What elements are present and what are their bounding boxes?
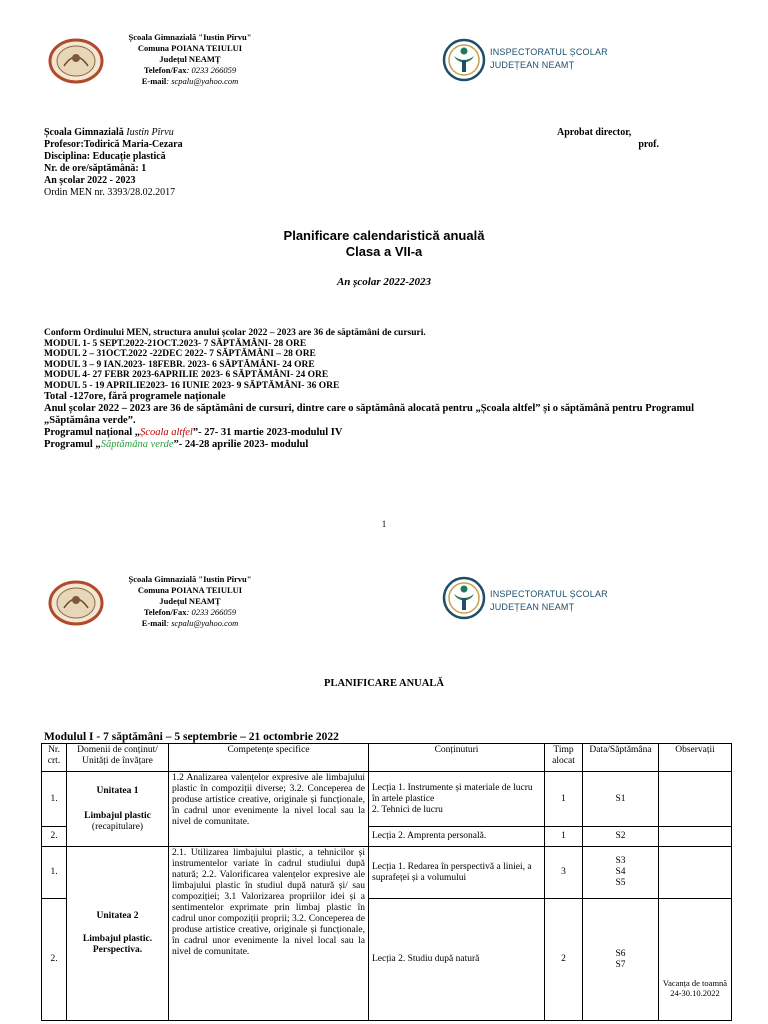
header-time: Timp alocat xyxy=(545,744,583,772)
table-row xyxy=(42,772,732,827)
meta-hours: Nr. de ore/săptămână: 1 xyxy=(44,163,147,174)
school-phone: Telefon/Fax: 0233 266059 xyxy=(143,607,237,617)
module-2: MODUL 2 – 31OCT.2022 -22DEC 2022- 7 SĂPTĂMÂNI – 28 ORE xyxy=(44,349,316,359)
row-content: Lecția 1. Instrumente și materiale de lucru în artele plastice 2. Tehnici de lucru xyxy=(369,772,545,827)
table-header-row xyxy=(42,744,732,772)
school-email: E-mail: scpalu@yahoo.com xyxy=(141,76,239,86)
row-obs xyxy=(659,827,732,847)
document-meta xyxy=(44,127,183,199)
approval-label: Aprobat director, xyxy=(557,127,632,138)
letterhead-top xyxy=(0,30,768,110)
row-nr: 1. xyxy=(42,847,67,899)
module-heading: Modulul I - 7 săptămâni – 5 septembrie – 21 octombrie 2022 xyxy=(44,731,339,743)
modules-intro: Conform Ordinului MEN, structura anului școlar 2022 – 2023 are 36 de săptămâni de cursuri. xyxy=(44,328,426,338)
modules-total: Total -127ore, fără programele naționale xyxy=(44,391,226,402)
module-4: MODUL 4- 27 FEBR 2023-6APRILIE 2023- 6 SĂPTĂMÂNI- 24 ORE xyxy=(44,370,329,380)
inspectorate-name: INSPECTORATUL ȘCOLAR JUDEȚEAN NEAMȚ xyxy=(490,589,608,612)
annual-plan-title: PLANIFICARE ANUALĂ xyxy=(324,678,444,689)
school-email: E-mail: scpalu@yahoo.com xyxy=(141,618,239,628)
meta-teacher: Profesor:Todirică Maria-Cezara xyxy=(44,139,183,150)
program-saptamana-verde: Programul „Săptămâna verde”- 24-28 aprilie 2023- modulul xyxy=(44,439,309,450)
row-time: 1 xyxy=(545,772,583,827)
year-note: Anul școlar 2022 – 2023 are 36 de săptămâni de cursuri, dintre care o săptămână alocată pentru „Școala altfel” și o săptămână pentru Programul „Săptămâna verde”. xyxy=(44,403,695,426)
school-phone: Telefon/Fax: 0233 266059 xyxy=(143,65,237,75)
row-week: S3 S4 S5 xyxy=(583,847,659,899)
letterhead-second-page xyxy=(0,572,768,652)
school-county: Județul NEAMȚ xyxy=(159,596,221,606)
header-obs: Observații xyxy=(659,744,732,772)
school-contact-info xyxy=(110,574,270,629)
header-week: Data/Săptămâna xyxy=(583,744,659,772)
school-contact-info xyxy=(110,32,270,87)
row-obs xyxy=(659,772,732,827)
row-content: Lecția 1. Redarea în perspectivă a liniei, a suprafeței și a volumului xyxy=(369,847,545,899)
row-time: 3 xyxy=(545,847,583,899)
row-nr: 2. xyxy=(42,899,67,1021)
header-competences: Competențe specifice xyxy=(169,744,369,772)
unit-2-competences: 2.1. Utilizarea limbajului plastic, a tehnicilor și instrumentelor variate în cadrul studiului după natură; 2.2. Valorificarea valențelor expresive ale limbajului plastic în studiul după natură și/ sau compoziției; 3.1 Valorizarea propriilor idei și a sentimentelor exprimate prin limbaj plastic în cadrul unor compoziții proprii; 3.2. Conceperea de produse artistice creative, originale și funcționale, în cadrul unor evenimente la nivel local sau la nivel de comunitate. xyxy=(169,847,369,1021)
row-obs xyxy=(659,847,732,899)
module-1: MODUL 1- 5 SEPT.2022-21OCT.2023- 7 SĂPTĂMÂNI- 28 ORE xyxy=(44,338,307,349)
school-name: Școala Gimnazială "Iustin Pîrvu" xyxy=(128,574,252,584)
meta-discipline: Disciplina: Educație plastică xyxy=(44,151,166,162)
row-time: 1 xyxy=(545,827,583,847)
row-time: 2 xyxy=(545,899,583,1021)
header-nr: Nr. crt. xyxy=(42,744,67,772)
school-commune: Comuna POIANA TEIULUI xyxy=(137,43,243,53)
inspectorate-name: INSPECTORATUL ȘCOLAR JUDEȚEAN NEAMȚ xyxy=(490,47,608,70)
module-3: MODUL 3 – 9 IAN.2023- 18FEBR. 2023- 6 SĂPTĂMÂNI- 24 ORE xyxy=(44,359,315,370)
school-name: Școala Gimnazială "Iustin Pîrvu" xyxy=(128,32,252,42)
unit-1-cell: Unitatea 1 Limbajul plastic (recapitulare) xyxy=(67,772,169,847)
unit-2-cell: Unitatea 2 Limbajul plastic. Perspectiva. xyxy=(67,847,169,1021)
row-content: Lecția 2. Amprenta personală. xyxy=(369,827,545,847)
page-title: Planificare calendaristică anuală Clasa a VII-a xyxy=(283,228,485,259)
inspectorate-logo-icon xyxy=(442,576,486,620)
modules-structure xyxy=(44,328,734,451)
approval-prof: prof. xyxy=(638,139,659,150)
module-5: MODUL 5 - 19 APRILIE2023- 16 IUNIE 2023- 9 SĂPTĂMÂNI- 36 ORE xyxy=(44,380,340,391)
row-content: Lecția 2. Studiu după natură xyxy=(369,899,545,1021)
header-contents: Conținuturi xyxy=(369,744,545,772)
page-number: 1 xyxy=(381,519,387,529)
meta-year: An școlar 2022 - 2023 xyxy=(44,175,136,186)
row-obs-vacation: Vacanța de toamnă 24-30.10.2022 xyxy=(659,899,732,1021)
program-scoala-altfel: Programul național „Școala altfel”- 27- 31 martie 2023-modulul IV xyxy=(44,427,343,438)
table-row xyxy=(42,847,732,899)
row-week: S2 xyxy=(583,827,659,847)
approval-block xyxy=(557,127,659,151)
planning-table xyxy=(41,743,732,1021)
inspectorate-logo-icon xyxy=(442,38,486,82)
row-nr: 1. xyxy=(42,772,67,827)
meta-order: Ordin MEN nr. 3393/28.02.2017 xyxy=(44,187,176,198)
row-week: S6 S7 xyxy=(583,899,659,1021)
row-nr: 2. xyxy=(42,827,67,847)
school-county: Județul NEAMȚ xyxy=(159,54,221,64)
header-domain: Domenii de conținut/ Unități de învățare xyxy=(67,744,169,772)
school-year-title: An școlar 2022-2023 xyxy=(336,276,432,288)
row-week: S1 xyxy=(583,772,659,827)
meta-school: Școala Gimnazială Iustin Pîrvu xyxy=(44,127,174,138)
school-commune: Comuna POIANA TEIULUI xyxy=(137,585,243,595)
unit-1-competences: 1.2 Analizarea valențelor expresive ale limbajului plastic în compoziții diverse; 3.2. Conceperea de produse artistice creative, originale și funcționale, în cadrul unor evenimente la nivel local sau la nivel de comunitate. xyxy=(169,772,369,847)
school-logo-icon xyxy=(48,580,104,626)
school-logo-icon xyxy=(48,38,104,84)
